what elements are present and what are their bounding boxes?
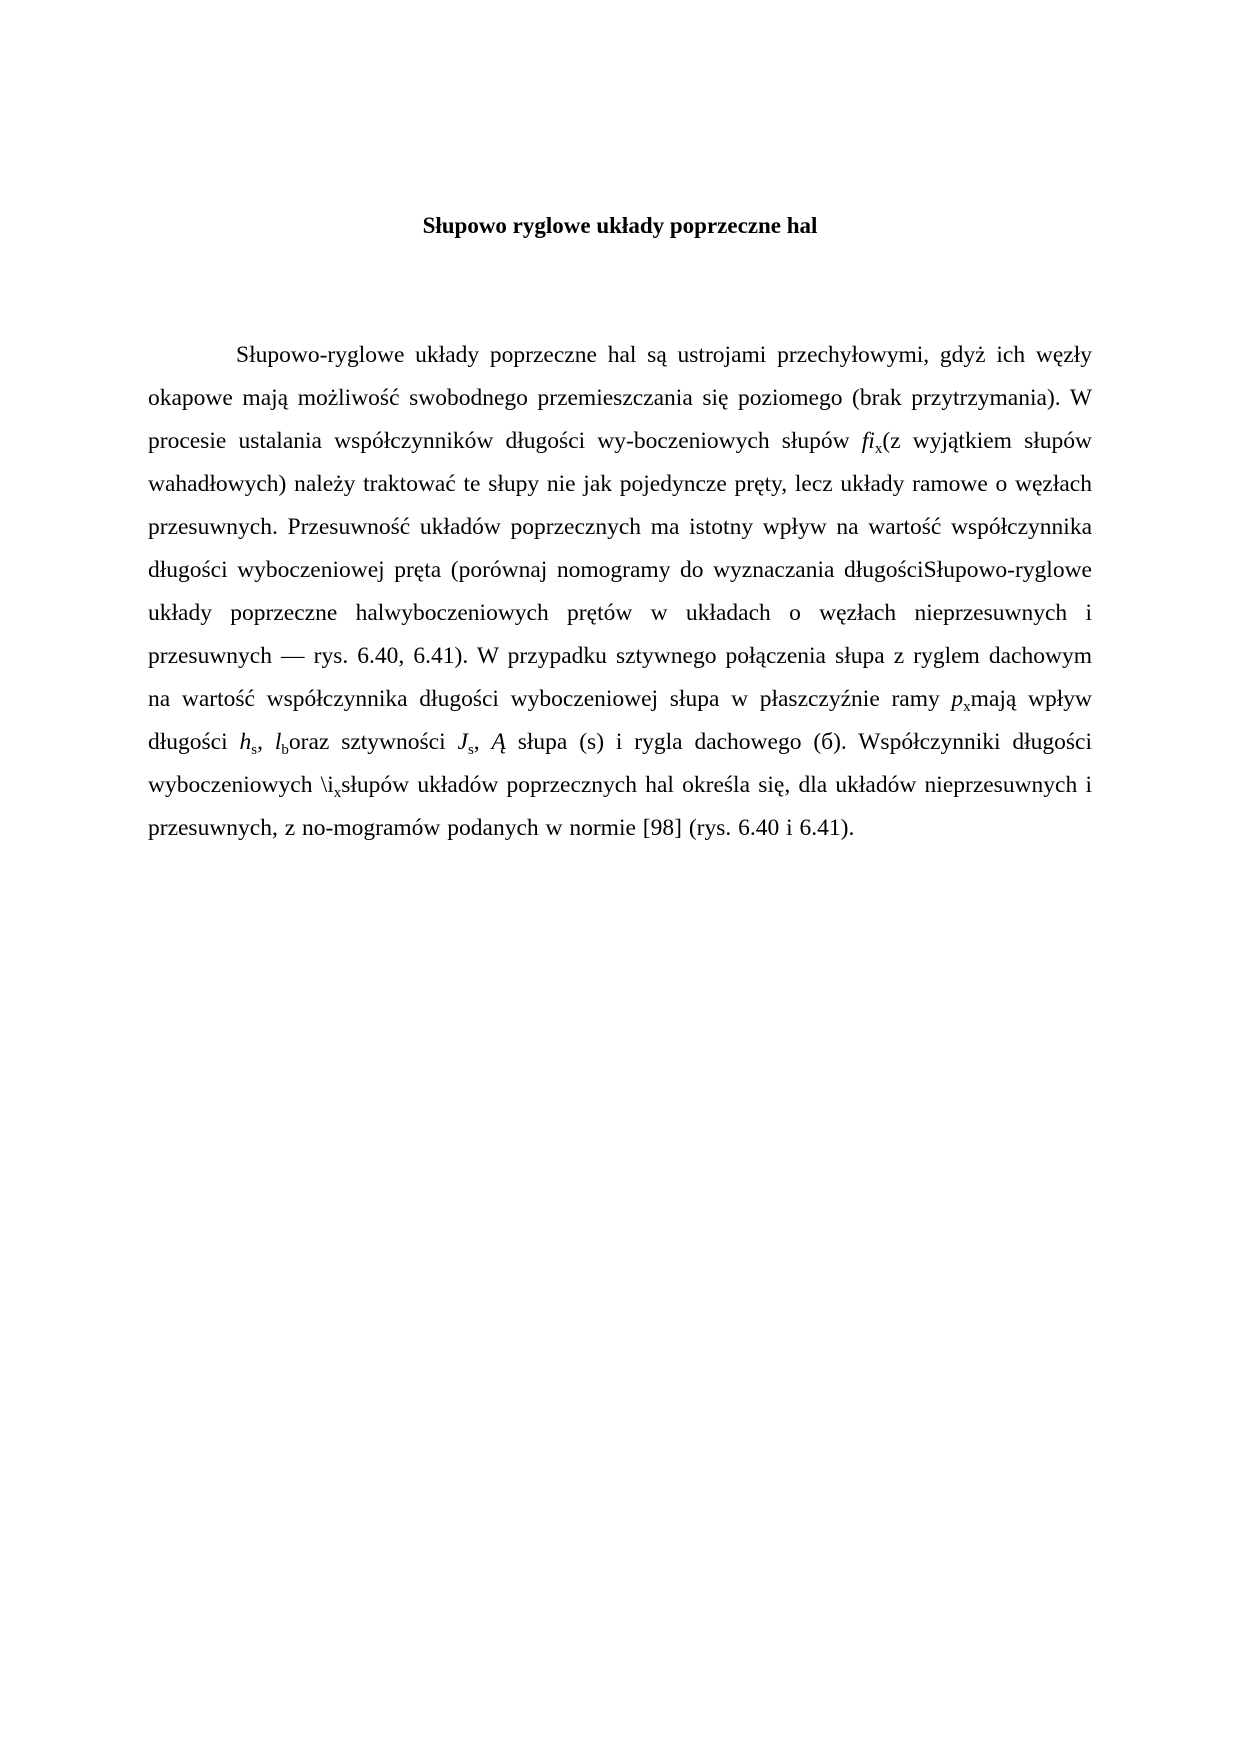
body-paragraph <box>148 334 1092 850</box>
symbol-j: J <box>457 729 468 755</box>
paragraph-text-1: Słupowo-ryglowe układy poprzeczne hal są ustrojami przechyłowymi, gdyż ich węzły okapowe mają możliwość swobodnego przemieszczania się poziomego (brak przytrzymania). W procesie ustalania współczynników długości wy-boczeniowych słupów <box>148 342 1092 454</box>
paragraph-text-5: oraz sztywności <box>288 729 458 755</box>
subscript-h: s <box>251 742 258 758</box>
paragraph-text-3: mają wpływ długości <box>148 686 1092 755</box>
paragraph-text-8: słupów układów poprzecznych hal określa się, dla układów nieprzesuwnych i przesuwnych, z no-mogramów podanych w normie [98] (rys. 6.40 i 6.41). <box>148 772 1092 841</box>
paragraph-text-7: słupa (s) i rygla dachowego (б). Współczynniki długości wyboczeniowych \i <box>148 729 1093 798</box>
symbol-p: p <box>951 686 964 712</box>
subscript-fi: x <box>874 441 883 457</box>
document-title: Słupowo ryglowe układy poprzeczne hal <box>422 213 818 238</box>
paragraph-text-2: (z wyjątkiem słupów wahadłowych) należy traktować te słupy nie jak pojedyncze pręty, lecz układy ramowe o węzłach przesuwnych. Przesuwność układów poprzecznych ma istotny wpływ na wartość współczynnika długości wyboczeniowej pręta (porównaj nomogramy do wyznaczania długościSłupowo-ryglowe układy poprzeczne halwyboczeniowych prętów w układach o węzłach nieprzesuwnych i przesuwnych — rys. 6.40, 6.41). W przypadku sztywnego połączenia słupa z ryglem dachowym na wartość współczynnika długości wyboczeniowej słupa w płaszczyźnie ramy <box>148 428 1092 712</box>
paragraph-text-6: , <box>473 729 492 755</box>
paragraph-text-4: , <box>257 729 275 755</box>
subscript-j: s <box>467 742 474 758</box>
symbol-fi: fi <box>861 428 875 454</box>
subscript-l: b <box>281 742 289 758</box>
symbol-h: h <box>239 729 252 755</box>
symbol-l: l <box>274 729 282 755</box>
subscript-p: x <box>963 699 971 715</box>
subscript-i: x <box>333 785 342 801</box>
symbol-a: Ą <box>491 729 506 755</box>
